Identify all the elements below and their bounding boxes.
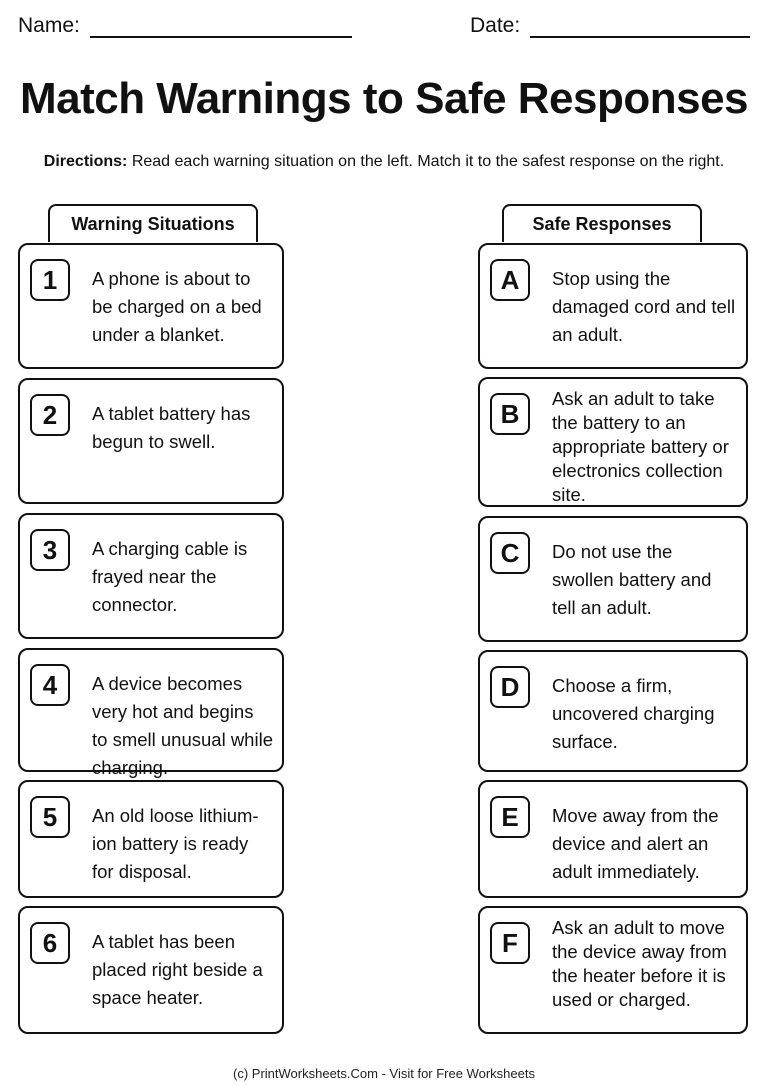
warning-number-2: 2: [30, 394, 70, 436]
warning-text-5: An old loose lithium-ion battery is ready for disposal.: [92, 805, 259, 882]
warning-number-4: 4: [30, 664, 70, 706]
response-text-c: Do not use the swollen battery and tell an adult.: [552, 541, 712, 618]
response-card-a: [478, 243, 748, 369]
warning-situations-label: Warning Situations: [48, 204, 258, 242]
warning-number-3: 3: [30, 529, 70, 571]
response-letter-c: C: [490, 532, 530, 574]
warning-card-2: [18, 378, 284, 504]
response-letter-b: B: [490, 393, 530, 435]
date-line[interactable]: [530, 14, 750, 38]
response-letter-a: A: [490, 259, 530, 301]
response-card-d: [478, 650, 748, 772]
warning-card-5: [18, 780, 284, 898]
response-card-c: [478, 516, 748, 642]
date-label: Date:: [470, 14, 521, 37]
warning-card-3: [18, 513, 284, 639]
warning-card-1: [18, 243, 284, 369]
response-text-a: Stop using the damaged cord and tell an adult.: [552, 268, 736, 345]
response-text-d: Choose a firm, uncovered charging surface.: [552, 675, 715, 752]
warning-text-1: A phone is about to be charged on a bed under a blanket.: [92, 268, 262, 345]
response-card-e: [478, 780, 748, 898]
warning-number-5: 5: [30, 796, 70, 838]
name-line[interactable]: [90, 14, 352, 38]
response-letter-f: F: [490, 922, 530, 964]
safe-responses-label: Safe Responses: [502, 204, 702, 242]
response-text-f: Ask an adult to move the device away from the heater before it is used or charged.: [552, 917, 727, 1010]
response-card-b: [478, 377, 748, 507]
warning-number-6: 6: [30, 922, 70, 964]
footer-credit: (c) PrintWorksheets.Com - Visit for Free Worksheets: [233, 1066, 535, 1081]
warning-card-4: [18, 648, 284, 778]
response-letter-e: E: [490, 796, 530, 838]
response-text-b: Ask an adult to take the battery to an appropriate battery or electronics collection site.: [552, 388, 729, 505]
response-text-e: Move away from the device and alert an adult immediately.: [552, 805, 719, 882]
directions: [0, 153, 768, 171]
directions-label: Directions:: [43, 153, 128, 170]
date-field[interactable]: [470, 14, 750, 38]
response-letter-d: D: [490, 666, 530, 708]
warning-text-6: A tablet has been placed right beside a space heater.: [92, 931, 263, 1008]
warning-text-4: A device becomes very hot and begins to smell unusual while charging.: [92, 673, 273, 778]
page-title: Match Warnings to Safe Responses: [19, 74, 749, 123]
warning-number-1: 1: [30, 259, 70, 301]
response-card-f: [478, 906, 748, 1034]
warning-text-2: A tablet battery has begun to swell.: [92, 403, 251, 452]
directions-text: Read each warning situation on the left. Match it to the safest response on the right.: [131, 153, 725, 170]
warning-card-6: [18, 906, 284, 1034]
warning-text-3: A charging cable is frayed near the connector.: [92, 538, 248, 615]
name-label: Name:: [18, 14, 80, 37]
name-field[interactable]: [18, 14, 352, 38]
